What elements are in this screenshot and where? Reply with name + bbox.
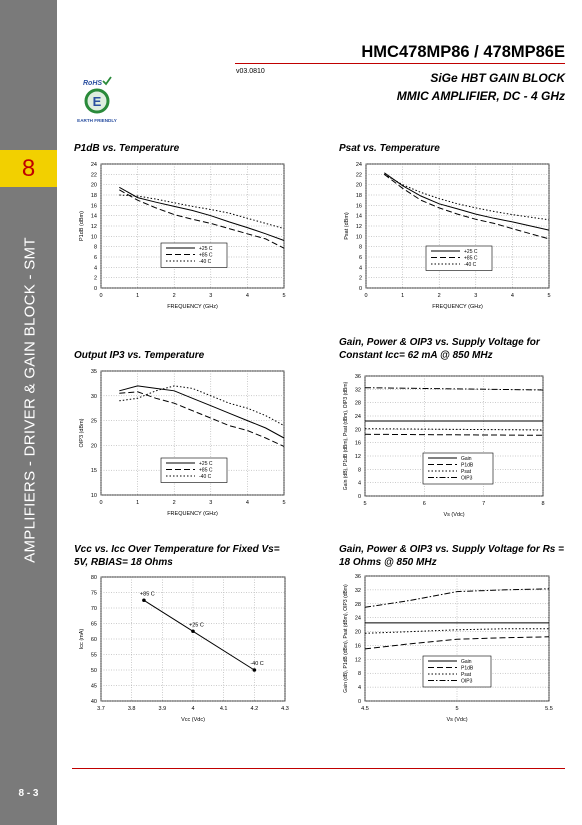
x-tick-label: 8 (541, 501, 545, 507)
y-tick-label: 24 (90, 162, 97, 168)
rohs-logo (72, 76, 122, 124)
x-tick-label: 5 (455, 706, 459, 712)
y-axis-label: Gain (dB), P1dB (dBm), Psat (dBm), OIP3 (dBm) (343, 584, 349, 693)
x-tick-label: 6 (422, 501, 426, 507)
y-tick-label: 80 (90, 575, 97, 581)
chart-vcc-icc (70, 570, 292, 732)
chart-title-rs: Gain, Power & OIP3 vs. Supply Voltage for Rs = 18 Ohms @ 850 MHz (339, 544, 564, 568)
legend (426, 246, 492, 271)
legend-label: -40 C (199, 259, 212, 265)
x-axis-label: FREQUENCY (GHz) (167, 304, 218, 310)
legend-label: +25 C (199, 246, 213, 252)
y-tick-label: 14 (355, 213, 362, 220)
legend-label: Psat (461, 672, 472, 678)
y-tick-label: 10 (90, 493, 97, 499)
series-line (119, 190, 284, 248)
x-tick-label: 1 (136, 500, 140, 506)
y-tick-label: 24 (354, 414, 361, 420)
subtitle-line-2: MMIC AMPLIFIER, DC - 4 GHz (396, 89, 565, 103)
y-tick-label: 22 (355, 172, 362, 179)
y-tick-label: 8 (357, 467, 361, 474)
y-tick-label: 45 (90, 683, 97, 690)
y-tick-label: 12 (354, 454, 361, 460)
legend-label: -40 C (199, 474, 212, 480)
series-line (119, 386, 284, 426)
series-line (119, 386, 284, 438)
x-tick-label: 2 (437, 293, 441, 299)
x-tick-label: 4.1 (219, 706, 228, 712)
x-tick-label: 4 (510, 293, 514, 299)
chart-title-oip3: Output IP3 vs. Temperature (74, 350, 205, 361)
y-tick-label: 55 (90, 652, 97, 659)
rohs-logo-top: RoHS (83, 80, 103, 87)
y-tick-label: 16 (354, 440, 361, 447)
legend-label: Psat (461, 469, 472, 475)
series-line (119, 195, 284, 229)
data-point (253, 668, 257, 672)
chart-supply-voltage (335, 368, 557, 528)
y-tick-label: 18 (355, 193, 362, 199)
x-tick-label: 4.5 (361, 706, 369, 712)
y-tick-label: 70 (90, 606, 97, 612)
y-tick-label: 4 (358, 265, 362, 272)
legend-label: P1dB (461, 462, 474, 469)
rohs-logo-mark: E (92, 94, 102, 109)
data-point (191, 629, 195, 633)
legend-label: +85 C (199, 252, 213, 259)
x-tick-label: 0 (99, 293, 103, 299)
y-tick-label: 8 (358, 244, 362, 251)
legend-label: P1dB (461, 665, 474, 672)
series-line (365, 589, 549, 608)
y-tick-label: 0 (357, 699, 361, 705)
series-line (384, 174, 549, 220)
y-tick-label: 2 (93, 275, 97, 282)
x-tick-label: 4 (245, 293, 249, 299)
x-tick-label: 5 (547, 293, 551, 299)
x-tick-label: 2 (172, 293, 176, 299)
y-axis-label: Icc (mA) (79, 628, 85, 650)
sidebar-title-text: AMPLIFIERS - DRIVER & GAIN BLOCK - SMT (21, 237, 39, 563)
y-tick-label: 20 (90, 443, 97, 450)
legend-label: OIP3 (461, 678, 473, 685)
legend-label: +25 C (199, 461, 213, 467)
legend (161, 458, 227, 483)
y-tick-label: 18 (90, 193, 97, 199)
chart-rs (335, 570, 557, 732)
y-tick-label: 15 (90, 468, 97, 475)
rohs-logo-bottom: EARTH FRIENDLY (77, 118, 117, 123)
data-point (142, 598, 146, 602)
x-tick-label: 3 (209, 500, 213, 506)
y-tick-label: 12 (90, 224, 97, 230)
y-tick-label: 16 (355, 203, 362, 210)
y-tick-label: 14 (90, 213, 97, 220)
x-tick-label: 2 (172, 500, 176, 506)
y-tick-label: 36 (354, 574, 361, 580)
y-tick-label: 36 (354, 374, 361, 380)
x-tick-label: 3.8 (127, 706, 136, 712)
x-tick-label: 4 (191, 706, 195, 712)
x-tick-label: 3.7 (97, 706, 105, 712)
y-tick-label: 75 (90, 590, 97, 597)
legend (423, 656, 491, 687)
chart-oip3 (70, 364, 292, 526)
x-tick-label: 1 (401, 293, 405, 299)
x-tick-label: 0 (364, 293, 368, 299)
y-tick-label: 4 (93, 265, 97, 272)
y-tick-label: 32 (354, 587, 361, 594)
y-tick-label: 4 (357, 480, 361, 487)
y-tick-label: 20 (90, 182, 97, 189)
series-line (384, 174, 549, 239)
y-tick-label: 12 (354, 657, 361, 664)
y-tick-label: 10 (355, 234, 362, 241)
legend-label: +85 C (464, 255, 478, 262)
header-rule (235, 63, 565, 64)
chart-title-psat: Psat vs. Temperature (339, 143, 440, 154)
y-tick-label: 28 (354, 601, 361, 608)
x-tick-label: 4 (245, 500, 249, 506)
y-tick-label: 24 (354, 615, 361, 622)
y-tick-label: 65 (90, 621, 97, 628)
series-line (144, 600, 254, 670)
check-icon (103, 77, 111, 84)
y-tick-label: 8 (93, 244, 97, 251)
legend-label: Gain (461, 456, 472, 462)
y-tick-label: 6 (358, 255, 362, 261)
annotation-label: +85 C (139, 591, 155, 598)
x-tick-label: 5 (282, 293, 286, 299)
y-tick-label: 10 (90, 234, 97, 241)
y-tick-label: 24 (355, 162, 362, 168)
series-line (384, 173, 549, 230)
y-tick-label: 32 (354, 387, 361, 394)
y-tick-label: 12 (355, 224, 362, 230)
y-tick-label: 30 (90, 393, 97, 400)
y-tick-label: 28 (354, 400, 361, 407)
x-axis-label: Vcc (Vdc) (181, 717, 205, 723)
y-tick-label: 20 (354, 427, 361, 434)
legend-label: +85 C (199, 467, 213, 474)
legend-label: Gain (461, 659, 472, 665)
x-tick-label: 5 (363, 501, 367, 507)
chart-title-supply-voltage: Gain, Power & OIP3 vs. Supply Voltage for Constant Icc= 62 mA @ 850 MHz (339, 337, 540, 361)
x-tick-label: 7 (482, 501, 486, 507)
y-tick-label: 20 (354, 629, 361, 636)
version-code: v03.0810 (236, 68, 265, 75)
y-tick-label: 8 (357, 671, 361, 678)
legend-box (426, 246, 492, 271)
series-line (119, 392, 284, 447)
y-tick-label: 6 (93, 255, 97, 261)
legend-label: +25 C (464, 249, 478, 255)
x-tick-label: 5.5 (545, 706, 553, 712)
x-tick-label: 4.2 (250, 706, 259, 712)
x-tick-label: 4.3 (281, 706, 289, 712)
x-axis-label: Vs (Vdc) (446, 717, 468, 723)
y-tick-label: 16 (90, 203, 97, 210)
y-tick-label: 0 (358, 286, 362, 292)
y-axis-label: OIP3 (dBm) (79, 418, 85, 448)
series-line (365, 429, 543, 430)
legend (423, 453, 493, 484)
y-tick-label: 0 (357, 494, 361, 500)
subtitle-line-1: SiGe HBT GAIN BLOCK (430, 71, 565, 85)
y-tick-label: 20 (355, 182, 362, 189)
y-tick-label: 4 (357, 685, 361, 692)
y-axis-label: P1dB (dBm) (79, 211, 85, 241)
annotation-label: -40 C (250, 661, 264, 667)
y-tick-label: 0 (93, 286, 97, 292)
y-tick-label: 25 (90, 418, 97, 425)
page-number: 8 - 3 (18, 788, 39, 799)
legend (161, 243, 227, 268)
y-tick-label: 50 (90, 668, 97, 674)
legend-label: OIP3 (461, 475, 473, 482)
x-tick-label: 1 (136, 293, 140, 299)
y-axis-label: Gain (dB), P1dB (dBm), Psat (dBm), OIP3 (dBm) (343, 381, 349, 491)
part-number: HMC478MP86 / 478MP86E (361, 43, 565, 61)
series-line (365, 434, 543, 435)
chapter-number: 8 (0, 150, 57, 187)
x-axis-label: FREQUENCY (GHz) (167, 511, 218, 517)
y-tick-label: 2 (358, 275, 362, 282)
y-axis-label: Psat (dBm) (344, 212, 350, 240)
x-axis-label: FREQUENCY (GHz) (432, 304, 483, 310)
legend-label: -40 C (464, 262, 477, 268)
y-tick-label: 35 (90, 369, 97, 375)
y-tick-label: 60 (90, 637, 97, 643)
chart-title-vcc-icc: Vcc vs. Icc Over Temperature for Fixed Vs= 5V, RBIAS= 18 Ohms (74, 544, 280, 568)
y-tick-label: 22 (90, 172, 97, 179)
chart-psat (335, 158, 557, 318)
x-tick-label: 0 (99, 500, 103, 506)
series-line (119, 187, 284, 240)
x-tick-label: 3 (474, 293, 478, 299)
x-tick-label: 3 (209, 293, 213, 299)
x-axis-label: Vs (Vdc) (443, 512, 465, 518)
y-tick-label: 16 (354, 643, 361, 650)
x-tick-label: 3.9 (158, 706, 167, 712)
series-line (365, 388, 543, 390)
y-tick-label: 40 (90, 699, 97, 705)
legend-box (161, 458, 227, 483)
x-tick-label: 5 (282, 500, 286, 506)
footer-rule (72, 768, 565, 769)
legend-box (161, 243, 227, 268)
chart-p1db (70, 158, 292, 318)
chart-title-p1db: P1dB vs. Temperature (74, 143, 180, 154)
annotation-label: +25 C (189, 622, 204, 629)
